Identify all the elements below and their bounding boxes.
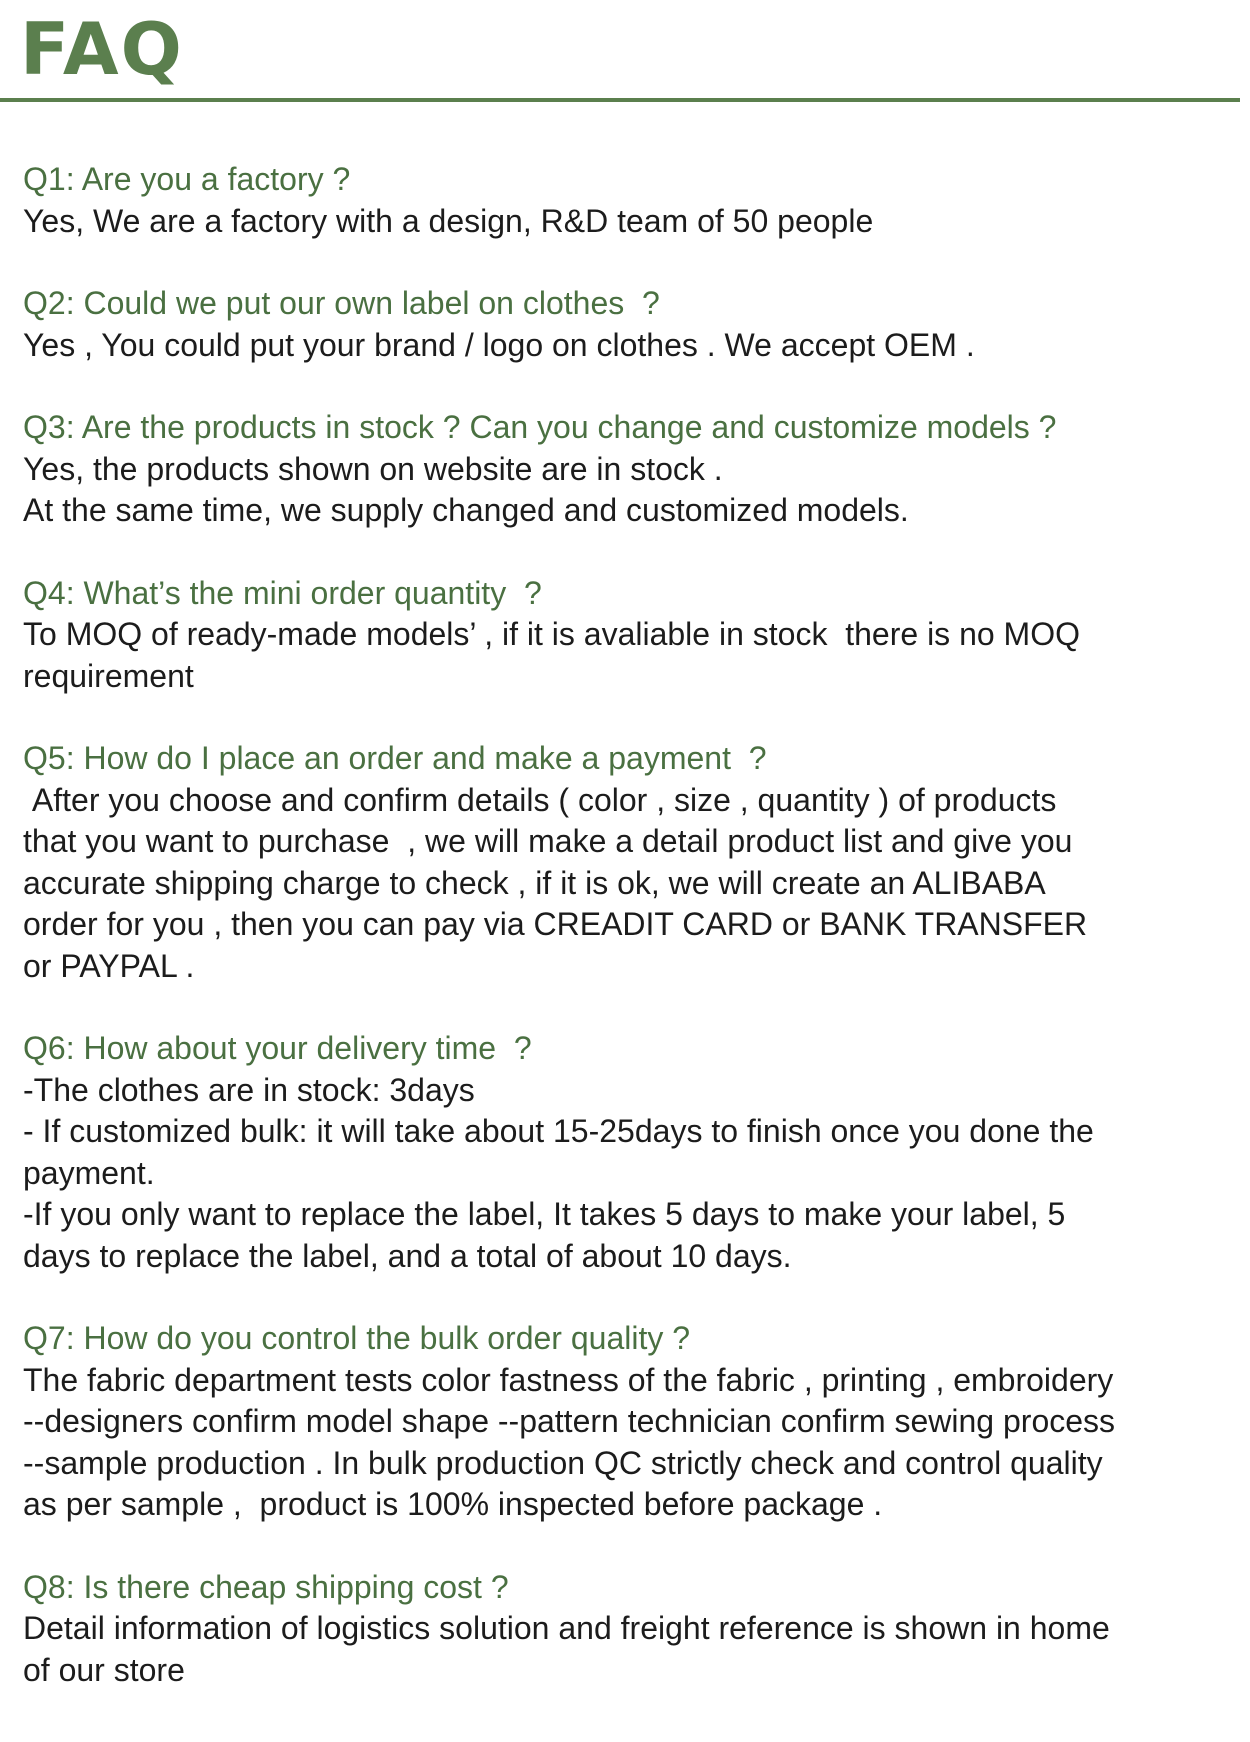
faq-item-q1 [23, 159, 1238, 242]
faq-answer-line: After you choose and confirm details ( color , size , quantity ) of products [23, 781, 1057, 818]
faq-item-q2 [23, 283, 1238, 366]
faq-answer-line: - If customized bulk: it will take about 15-25days to finish once you done the [23, 1113, 1094, 1149]
faq-answer-line: Yes, the products shown on website are in stock . [23, 450, 723, 487]
faq-item-q6 [23, 1028, 1238, 1277]
faq-answer-line: --sample production . In bulk production QC strictly check and control quality [23, 1444, 1103, 1481]
faq-question: Q1: Are you a factory ? [23, 161, 351, 197]
faq-answer-line: accurate shipping charge to check , if it is ok, we will create an ALIBABA [23, 864, 1046, 901]
faq-question: Q6: How about your delivery time ? [23, 1030, 532, 1066]
faq-item-q3 [23, 407, 1238, 532]
faq-question: Q7: How do you control the bulk order quality ? [23, 1320, 691, 1356]
faq-answer-line: To MOQ of ready-made models’ , if it is avaliable in stock there is no MOQ [23, 616, 1080, 652]
title-divider [0, 98, 1240, 102]
faq-item-q8 [23, 1567, 1238, 1692]
faq-answer-line: Detail information of logistics solution and freight reference is shown in home [23, 1610, 1110, 1646]
faq-answer-line: Yes, We are a factory with a design, R&D team of 50 people [23, 202, 874, 239]
faq-question: Q8: Is there cheap shipping cost ? [23, 1568, 509, 1605]
faq-answer-line: or PAYPAL . [23, 947, 195, 984]
faq-question: Q5: How do I place an order and make a payment ? [23, 740, 767, 776]
faq-answer-line: --designers confirm model shape --pattern technician confirm sewing process [23, 1403, 1116, 1439]
faq-answer-line: order for you , then you can pay via CREADIT CARD or BANK TRANSFER [23, 906, 1088, 942]
faq-answer-line: payment. [23, 1154, 155, 1191]
faq-item-q7 [23, 1318, 1238, 1526]
faq-item-q4 [23, 573, 1238, 698]
faq-answer-line: requirement [23, 657, 194, 694]
faq-answer-line: At the same time, we supply changed and customized models. [23, 492, 909, 528]
page-title: FAQ [20, 7, 184, 91]
faq-question: Q2: Could we put our own label on clothes ? [23, 285, 660, 321]
faq-question: Q3: Are the products in stock ? Can you change and customize models ? [23, 409, 1057, 445]
faq-answer-line: -If you only want to replace the label, It takes 5 days to make your label, 5 [23, 1196, 1066, 1232]
faq-answer-line: Yes , You could put your brand / logo on clothes . We accept OEM . [23, 326, 975, 363]
faq-list [23, 159, 1238, 1732]
faq-answer-line: as per sample , product is 100% inspected before package . [23, 1486, 883, 1522]
faq-answer-line: The fabric department tests color fastness of the fabric , printing , embroidery [23, 1361, 1114, 1398]
faq-question: Q4: What’s the mini order quantity ? [23, 574, 542, 611]
faq-answer-line: of our store [23, 1651, 185, 1688]
faq-answer-line: days to replace the label, and a total of about 10 days. [23, 1237, 792, 1274]
faq-answer-line: that you want to purchase , we will make a detail product list and give you [23, 823, 1073, 859]
faq-answer-line: -The clothes are in stock: 3days [23, 1071, 475, 1108]
faq-item-q5 [23, 738, 1238, 987]
